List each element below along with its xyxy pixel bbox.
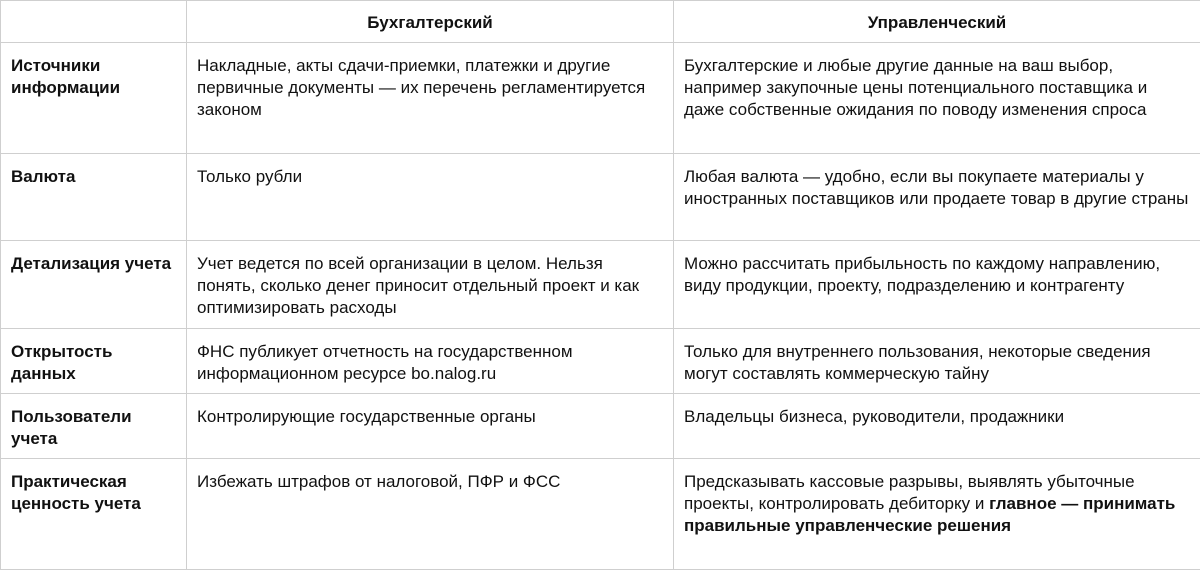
header-accounting: Бухгалтерский — [187, 1, 674, 43]
table-row — [1, 241, 1200, 329]
table-row — [1, 43, 1200, 154]
header-empty-cell — [1, 1, 187, 43]
management-emphasis: главное — принимать правильные управленческие решения — [684, 494, 1176, 535]
row-label: Пользователи учета — [1, 394, 187, 459]
management-cell: Владельцы бизнеса, руководители, продажники — [674, 394, 1200, 459]
row-label: Источники информации — [1, 43, 187, 154]
management-cell: Только для внутреннего пользования, некоторые сведения могут составлять коммерческую тайну — [674, 329, 1200, 394]
accounting-cell: ФНС публикует отчетность на государственном информационном ресурсе bo.nalog.ru — [187, 329, 674, 394]
accounting-cell: Учет ведется по всей организации в целом. Нельзя понять, сколько денег приносит отдельный проект и как оптимизировать расходы — [187, 241, 674, 329]
header-management: Управленческий — [674, 1, 1200, 43]
accounting-cell: Накладные, акты сдачи-приемки, платежки и другие первичные документы — их перечень регламентируется законом — [187, 43, 674, 154]
row-label: Практическая ценность учета — [1, 459, 187, 570]
row-label: Открытость данных — [1, 329, 187, 394]
accounting-cell: Только рубли — [187, 154, 674, 241]
table-row — [1, 329, 1200, 394]
management-cell: Бухгалтерские и любые другие данные на ваш выбор, например закупочные цены потенциального поставщика и даже собственные ожидания по поводу изменения спроса — [674, 43, 1200, 154]
table-row — [1, 154, 1200, 241]
management-cell — [674, 459, 1200, 570]
management-text: Предсказывать кассовые разрывы, выявлять убыточные проекты, контролировать дебиторку и — [684, 472, 1135, 513]
header-row — [1, 1, 1200, 43]
row-label: Валюта — [1, 154, 187, 241]
row-label: Детализация учета — [1, 241, 187, 329]
accounting-cell: Контролирующие государственные органы — [187, 394, 674, 459]
table-row — [1, 394, 1200, 459]
management-cell: Можно рассчитать прибыльность по каждому направлению, виду продукции, проекту, подразделению и контрагенту — [674, 241, 1200, 329]
accounting-cell: Избежать штрафов от налоговой, ПФР и ФСС — [187, 459, 674, 570]
table-row — [1, 459, 1200, 570]
management-cell: Любая валюта — удобно, если вы покупаете материалы у иностранных поставщиков или продаете товар в другие страны — [674, 154, 1200, 241]
